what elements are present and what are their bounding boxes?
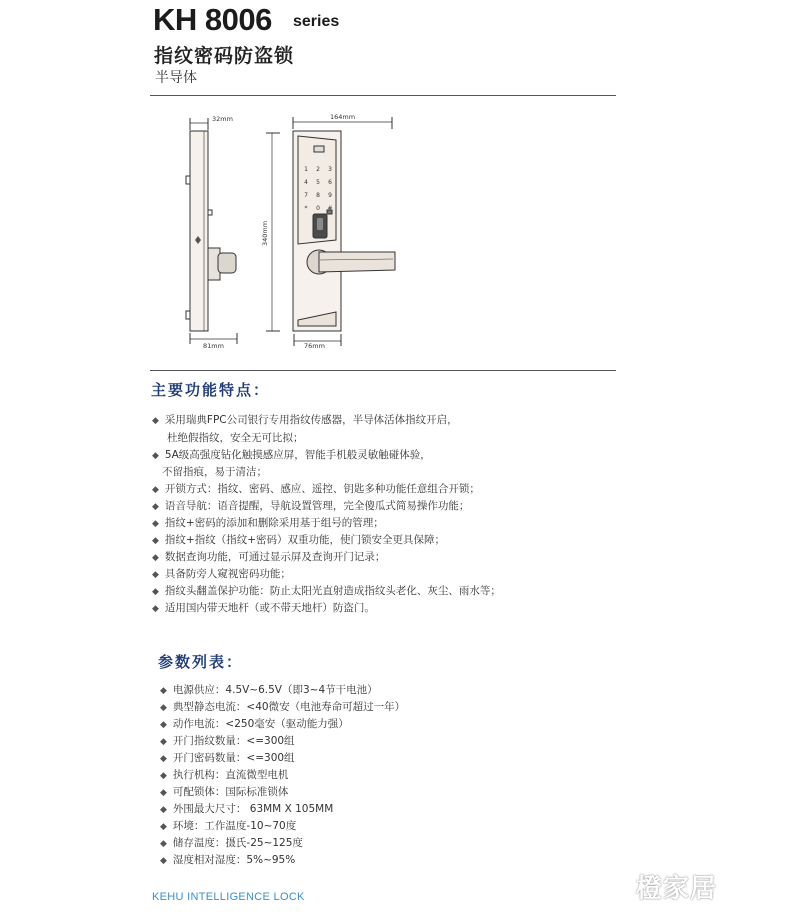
key-0: 0	[316, 205, 320, 212]
feature-item: ◆ 数据查询功能，可通过显示屏及查询开门记录；	[152, 551, 386, 563]
diamond-bullet-icon: ◆	[152, 502, 159, 512]
spec-item: ◆ 动作电流：<250毫安（驱动能力强）	[160, 718, 349, 730]
diamond-bullet-icon: ◆	[160, 720, 167, 730]
diamond-bullet-icon: ◆	[152, 451, 159, 461]
feature-item: ◆ 语音导航：语音提醒，导航设置管理，完全傻瓜式简易操作功能；	[152, 500, 470, 512]
diamond-bullet-icon: ◆	[160, 686, 167, 696]
feature-item: ◆ 开锁方式：指纹、密码、感应、遥控、钥匙多种功能任意组合开锁；	[152, 483, 480, 495]
key-3: 3	[328, 166, 332, 173]
product-subtitle: 指纹密码防盗锁	[154, 45, 295, 67]
diamond-bullet-icon: ◆	[152, 587, 159, 597]
spec-item: ◆ 环境：工作温度-10~70度	[160, 820, 297, 832]
spec-item: ◆ 开门密码数量：<=300组	[160, 752, 295, 764]
diamond-bullet-icon: ◆	[160, 737, 167, 747]
key-hash: #	[327, 205, 333, 212]
diamond-bullet-icon: ◆	[152, 570, 159, 580]
spec-item: ◆ 开门指纹数量：<=300组	[160, 735, 295, 747]
spec-item: ◆ 储存温度：摄氏-25~125度	[160, 837, 303, 849]
feature-item: ◆ 指纹+指纹（指纹+密码）双重功能，使门锁安全更具保障；	[152, 534, 446, 546]
spec-item: ◆ 执行机构：直流微型电机	[160, 769, 289, 781]
diamond-bullet-icon: ◆	[160, 856, 167, 866]
diamond-bullet-icon: ◆	[160, 754, 167, 764]
feature-item: ◆ 指纹+密码的添加和删除采用基于组号的管理；	[152, 517, 384, 529]
spec-item: ◆ 典型静态电流：<40微安（电池寿命可超过一年）	[160, 701, 406, 713]
spec-item: ◆ 湿度相对湿度：5%~95%	[160, 854, 296, 866]
feature-item: ◆ 5A级高强度钻化触摸感应屏，智能手机般灵敏触碰体验，	[152, 449, 431, 461]
diamond-bullet-icon: ◆	[152, 604, 159, 614]
key-5: 5	[316, 179, 320, 186]
front-view	[266, 117, 395, 346]
watermark-logo: 橙家居	[636, 874, 718, 904]
diamond-bullet-icon: ◆	[152, 416, 159, 426]
brand-footer: KEHU INTELLIGENCE LOCK	[152, 891, 305, 903]
lock-dimension-drawing	[150, 100, 450, 360]
key-2: 2	[316, 166, 320, 173]
feature-item-continued: 不留指痕，易于清洁；	[162, 466, 267, 478]
feature-item: ◆ 具备防旁人窥视密码功能；	[152, 568, 291, 580]
key-star: *	[304, 205, 308, 212]
key-7: 7	[304, 192, 308, 199]
spec-item: ◆ 可配锁体：国际标准锁体	[160, 786, 289, 798]
feature-item: ◆ 指纹头翻盖保护功能：防止太阳光直射造成指纹头老化、灰尘、雨水等；	[152, 585, 501, 597]
diamond-bullet-icon: ◆	[160, 703, 167, 713]
dim-label-81: 81mm	[203, 342, 224, 350]
diamond-bullet-icon: ◆	[152, 536, 159, 546]
section-divider	[150, 370, 616, 371]
header-divider	[150, 95, 616, 96]
product-type: 半导体	[155, 70, 197, 86]
diamond-bullet-icon: ◆	[152, 519, 159, 529]
key-4: 4	[304, 179, 308, 186]
key-1: 1	[304, 166, 308, 173]
feature-item: ◆ 适用国内带天地杆（或不带天地杆）防盗门。	[152, 602, 375, 614]
diamond-bullet-icon: ◆	[160, 805, 167, 815]
diamond-bullet-icon: ◆	[152, 553, 159, 563]
product-series: series	[293, 13, 340, 30]
key-9: 9	[328, 192, 332, 199]
key-6: 6	[328, 179, 332, 186]
specs-heading: 参数列表：	[158, 653, 244, 671]
key-8: 8	[316, 192, 320, 199]
feature-item: ◆ 采用瑞典FPC公司银行专用指纹传感器，半导体活体指纹开启，	[152, 414, 458, 426]
diamond-bullet-icon: ◆	[160, 788, 167, 798]
diamond-bullet-icon: ◆	[160, 839, 167, 849]
diamond-bullet-icon: ◆	[160, 822, 167, 832]
product-model: KH 8006	[153, 2, 272, 37]
dim-label-164: 164mm	[330, 113, 356, 121]
spec-item: ◆ 电源供应：4.5V~6.5V（即3~4节干电池）	[160, 684, 378, 696]
dim-label-32: 32mm	[212, 115, 233, 123]
spec-item: ◆ 外围最大尺寸： 63MM X 105MM	[160, 803, 334, 815]
dim-label-76: 76mm	[304, 342, 325, 350]
feature-item-continued: 杜绝假指纹，安全无可比拟；	[167, 432, 304, 444]
features-heading: 主要功能特点：	[151, 381, 271, 399]
side-view	[186, 118, 237, 344]
diamond-bullet-icon: ◆	[160, 771, 167, 781]
dim-label-340: 340mm	[261, 220, 269, 246]
diamond-bullet-icon: ◆	[152, 485, 159, 495]
